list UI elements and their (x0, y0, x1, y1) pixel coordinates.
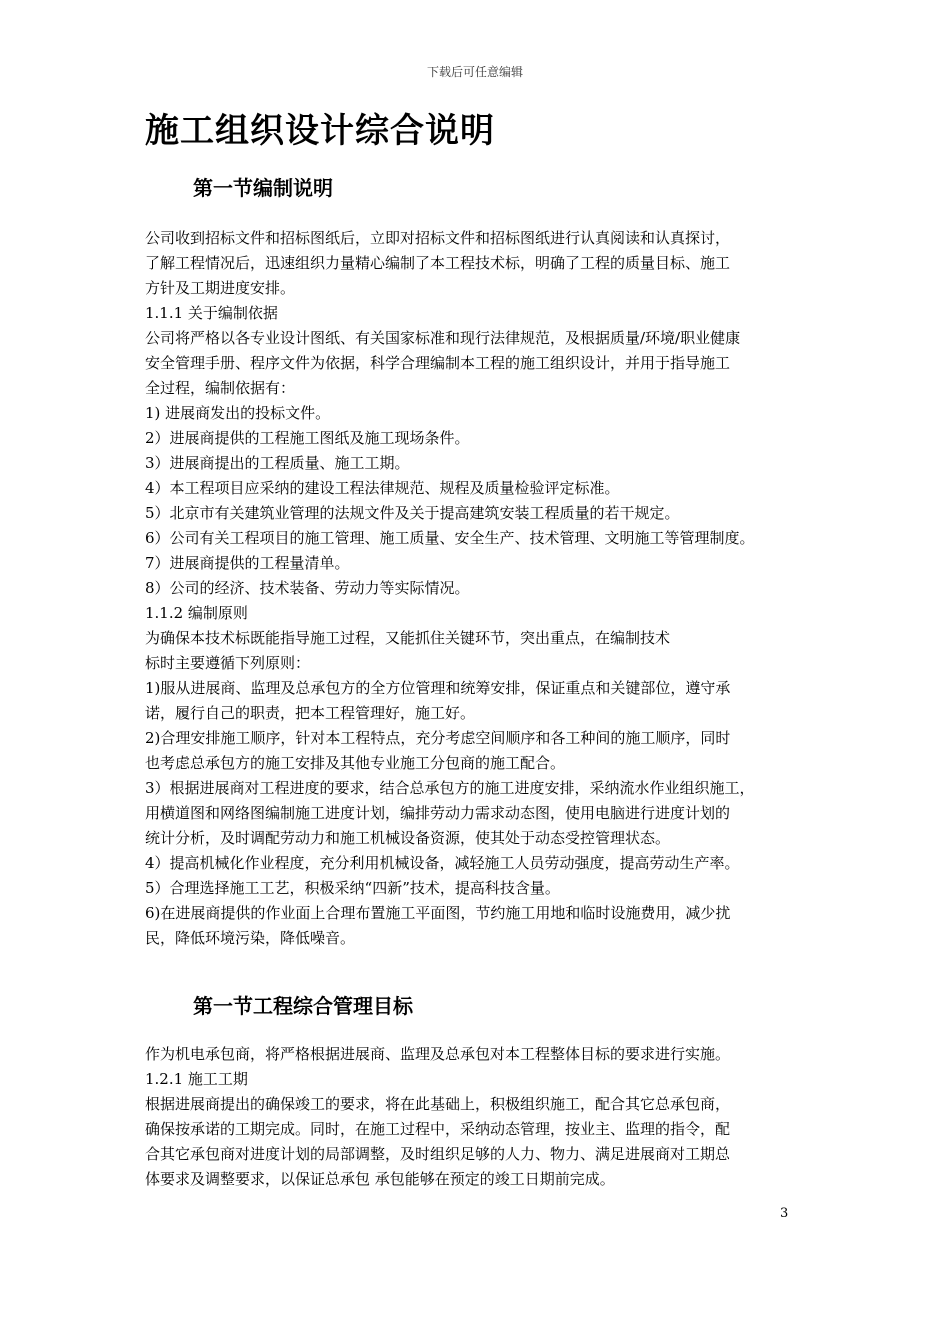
list-item: 4）提高机械化作业程度，充分利用机械设备，减轻施工人员劳动强度，提高劳动生产率。 (145, 854, 740, 872)
subsection-heading: 1.2.1 施工工期 (145, 1070, 248, 1088)
list-item: 用横道图和网络图编制施工进度计划，编排劳动力需求动态图，使用电脑进行进度计划的 (145, 804, 731, 822)
paragraph-line: 标时主要遵循下列原则： (145, 654, 311, 672)
paragraph-line: 了解工程情况后，迅速组织力量精心编制了本工程技术标，明确了工程的质量目标、施工 (145, 254, 731, 272)
paragraph-line: 方针及工期进度安排。 (145, 279, 296, 297)
list-item: 民，降低环境污染，降低噪音。 (145, 929, 356, 947)
page-number: 3 (780, 1206, 789, 1221)
list-item: 1)服从进展商、监理及总承包方的全方位管理和统筹安排，保证重点和关键部位，遵守承 (145, 679, 731, 697)
paragraph-line: 安全管理手册、程序文件为依据，科学合理编制本工程的施工组织设计，并用于指导施工 (145, 354, 731, 372)
paragraph-line: 全过程，编制依据有： (145, 379, 296, 397)
section-heading-2: 第一节工程综合管理目标 (193, 994, 413, 1018)
list-item: 也考虑总承包方的施工安排及其他专业施工分包商的施工配合。 (145, 754, 566, 772)
list-item: 2)合理安排施工顺序，针对本工程特点，充分考虑空间顺序和各工种间的施工顺序，同时 (145, 729, 731, 747)
document-title: 施工组织设计综合说明 (145, 111, 495, 151)
list-item: 3）进展商提出的工程质量、施工工期。 (145, 454, 410, 472)
paragraph-line: 合其它承包商对进度计划的局部调整，及时组织足够的人力、物力、满足进展商对工期总 (145, 1145, 731, 1163)
list-item: 1) 进展商发出的投标文件。 (145, 404, 331, 422)
paragraph-line: 根据进展商提出的确保竣工的要求，将在此基础上，积极组织施工，配合其它总承包商， (145, 1095, 731, 1113)
section-heading-1: 第一节编制说明 (193, 176, 333, 200)
list-item: 5）合理选择施工工艺，积极采纳“四新”技术，提高科技含量。 (145, 879, 560, 897)
list-item: 8）公司的经济、技术装备、劳动力等实际情况。 (145, 579, 470, 597)
section-2-body (145, 1042, 820, 1192)
list-item: 5）北京市有关建筑业管理的法规文件及关于提高建筑安装工程质量的若干规定。 (145, 504, 680, 522)
list-item: 统计分析，及时调配劳动力和施工机械设备资源，使其处于动态受控管理状态。 (145, 829, 671, 847)
paragraph-line: 确保按承诺的工期完成。同时，在施工过程中，采纳动态管理，按业主、监理的指令，配 (145, 1120, 731, 1138)
list-item: 6）公司有关工程项目的施工管理、施工质量、安全生产、技术管理、文明施工等管理制度。 (145, 529, 755, 547)
paragraph-line: 公司收到招标文件和招标图纸后，立即对招标文件和招标图纸进行认真阅读和认真探讨， (145, 229, 731, 247)
subsection-heading: 1.1.2 编制原则 (145, 604, 248, 622)
paragraph-line: 体要求及调整要求，以保证总承包 承包能够在预定的竣工日期前完成。 (145, 1170, 615, 1188)
list-item: 3）根据进展商对工程进度的要求，结合总承包方的施工进度安排，采纳流水作业组织施工， (145, 779, 755, 797)
paragraph-line: 为确保本技术标既能指导施工过程，又能抓住关键环节，突出重点，在编制技术 (145, 629, 671, 647)
subsection-heading: 1.1.1 关于编制依据 (145, 304, 278, 322)
list-item: 诺，履行自己的职责，把本工程管理好，施工好。 (145, 704, 476, 722)
list-item: 2）进展商提供的工程施工图纸及施工现场条件。 (145, 429, 470, 447)
paragraph-line: 作为机电承包商，将严格根据进展商、监理及总承包对本工程整体目标的要求进行实施。 (145, 1045, 731, 1063)
list-item: 6)在进展商提供的作业面上合理布置施工平面图，节约施工用地和临时设施费用，减少扰 (145, 904, 731, 922)
page-header: 下载后可任意编辑 (426, 65, 523, 79)
paragraph-line: 公司将严格以各专业设计图纸、有关国家标准和现行法律规范，及根据质量/环境/职业健康 (145, 329, 741, 347)
section-1-body (145, 226, 820, 951)
list-item: 7）进展商提供的工程量清单。 (145, 554, 350, 572)
list-item: 4）本工程项目应采纳的建设工程法律规范、规程及质量检验评定标准。 (145, 479, 620, 497)
